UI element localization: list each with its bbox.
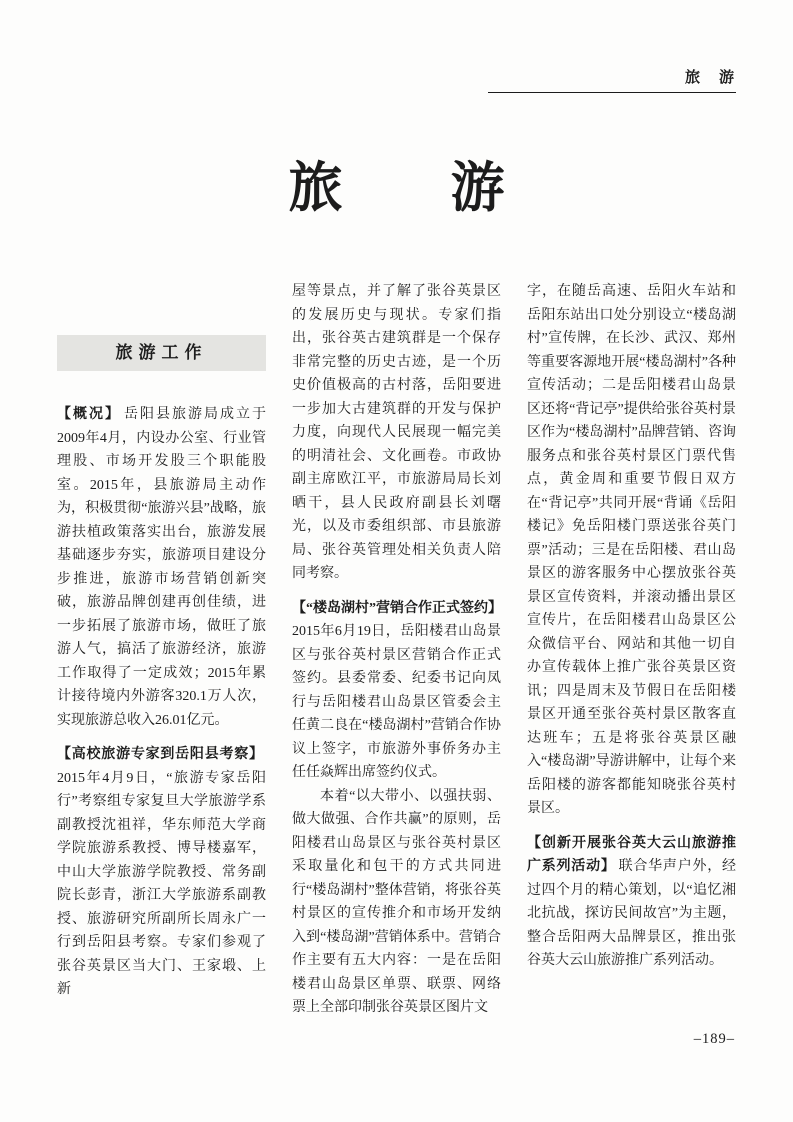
promotion-series-heading: 【创新开展张谷英大云山旅游推广系列活动】 (527, 835, 736, 875)
running-head-rule (488, 66, 736, 93)
experts-visit-text: 2015年4月9日，“旅游专家岳阳行”考察组专家复旦大学旅游学系副教授沈祖祥，华东师范大学商学院旅游系教授、博导楼嘉军，中山大学旅游学院教授、常务副院长彭青，浙江大学旅游系副教授、旅游研究所副所长周永广一行到岳阳县考察。专家们参观了张谷英景区当大门、王家塅、上新 (57, 770, 266, 998)
marketing-signing-heading: 【“楼岛湖村”营销合作正式签约】 (292, 600, 502, 616)
overview-heading: 【概况】 (57, 407, 121, 423)
page-number: –189– (693, 1031, 735, 1047)
column-2 (292, 280, 501, 1020)
marketing-signing-text: 2015年6月19日，岳阳楼君山岛景区与张谷英村景区营销合作正式签约。县委常委、纪委书记向凤行与岳阳楼君山岛景区管委会主任黄二良在“楼岛湖村”营销合作协议上签字，市旅游外事侨务办主任任焱辉出席签约仪式。 (292, 624, 501, 781)
paragraph-experts-visit (57, 743, 266, 1002)
overview-text: 岳阳县旅游局成立于2009年4月，内设办公室、行业管理股、市场开发股三个职能股室。2015年，县旅游局主动作为，积极贯彻“旅游兴县”战略，旅游扶植政策落实出台，旅游发展基础逐步夯实，旅游项目建设分步推进，旅游市场营销创新突破，旅游品牌创建再创佳绩，进一步拓展了旅游市场，做旺了旅游人气，搞活了旅游经济，旅游工作取得了一定成效；2015年累计接待境内外游客320.1万人次，实现旅游总收入26.01亿元。 (57, 407, 266, 728)
paragraph-marketing-signing (292, 597, 501, 785)
running-head-category: 旅 游 (684, 70, 736, 86)
running-head (57, 0, 736, 93)
page-title: 旅 游 (288, 158, 505, 218)
content-columns (57, 280, 736, 1020)
paragraph-experts-continuation: 屋等景点，并了解了张谷英景区的发展历史与现状。专家们指出，张谷英古建筑群是一个保存非常完整的历史古迹，是一个历史价值极高的古村落，岳阳要进一步加大古建筑群的开发与保护力度，向现代人民展现一幅完美的明清社会、文化画卷。市政协副主席欧江平，市旅游局局长刘晒干，县人民政府副县长刘曙光，以及市委组织部、市县旅游局、张谷英管理处相关负责人陪同考察。 (292, 284, 501, 582)
paragraph-promotion-series (527, 832, 736, 973)
paragraph-cooperation-principle: 本着“以大带小、以强扶弱、做大做强、合作共赢”的原则，岳阳楼君山岛景区与张谷英村景区采取量化和包干的方式共同进行“楼岛湖村”整体营销，将张谷英村景区的宣传推介和市场开发纳入到“楼岛湖”营销体系中。营销合作主要有五大内容：一是在岳阳楼君山岛景区单票、联票、网络票上全部印制张谷英景区图片文 (292, 788, 501, 1016)
paragraph-overview (57, 403, 266, 732)
column-1 (57, 280, 266, 1020)
paragraph-signing-continuation: 字，在随岳高速、岳阳火车站和岳阳东站出口处分别设立“楼岛湖村”宣传牌，在长沙、武汉、郑州等重要客源地开展“楼岛湖村”各种宣传活动；二是岳阳楼君山岛景区还将“背记亭”提供给张谷英村景区作为“楼岛湖村”品牌营销、咨询服务点和张谷英村景区门票代售点，黄金周和重要节假日双方在“背记亭”共同开展“背诵《岳阳楼记》免岳阳楼门票送张谷英门票”活动；三是在岳阳楼、君山岛景区的游客服务中心摆放张谷英景区宣传资料，并滚动播出景区宣传片，在岳阳楼君山岛景区公众微信平台、网站和其他一切自办宣传载体上推广张谷英景区资讯；四是周末及节假日在岳阳楼景区开通至张谷英村景区散客直达班车；五是将张谷英景区融入“楼岛湖”导游讲解中，让每个来岳阳楼的游客都能知晓张谷英村景区。 (527, 284, 736, 817)
column-3 (527, 280, 736, 1020)
section-heading-box: 旅游工作 (57, 335, 266, 371)
promotion-series-text: 联合华声户外，经过四个月的精心策划，以“追忆湘北抗战，探访民间故宫”为主题，整合岳阳两大品牌景区，推出张谷英大云山旅游推广系列活动。 (527, 859, 737, 969)
experts-visit-heading: 【高校旅游专家到岳阳县考察】 (57, 747, 263, 763)
